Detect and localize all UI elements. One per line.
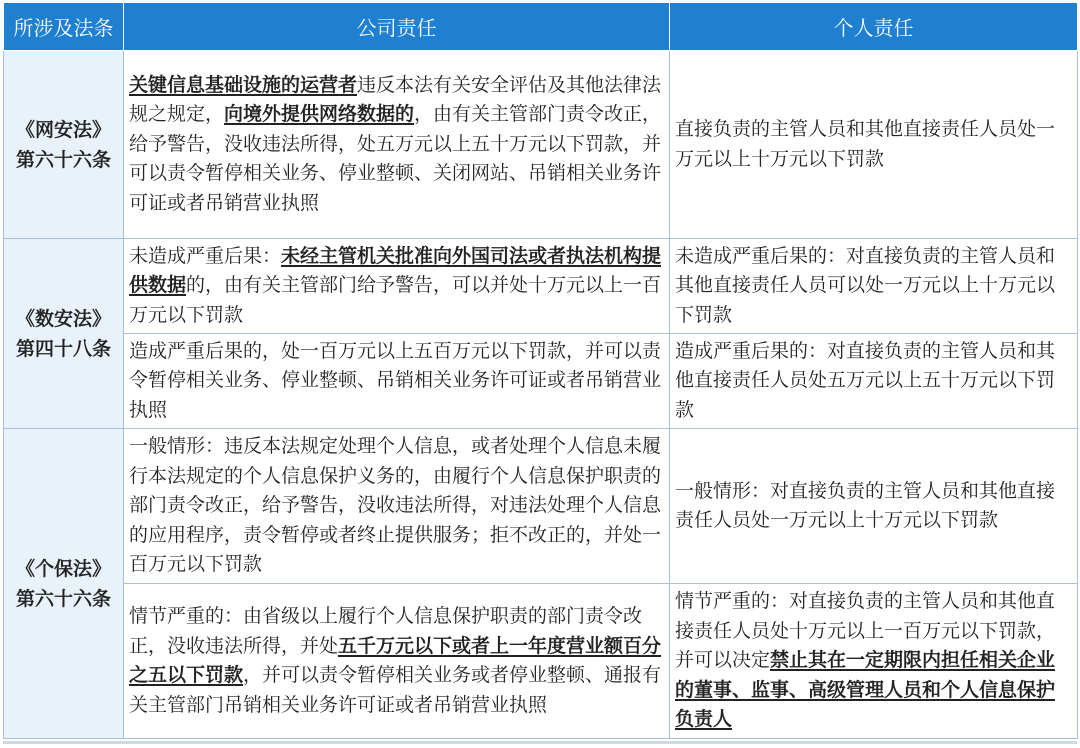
- body-text: ，由有关主管部门责令改正，给予警告，没收违法所得，处五万元以上五十万元以下罚款，并可以责令暂停相关业务、停业整顿、关闭网站、吊销相关业务许可证或者吊销营业执照: [129, 103, 662, 214]
- table-row: [4, 239, 1078, 334]
- bottom-divider: [3, 741, 1077, 744]
- header-law-column: 所涉及法条: [4, 3, 124, 51]
- company-liability-cell: [124, 51, 670, 239]
- body-text: 未造成严重后果：: [129, 244, 282, 267]
- company-liability-cell: [124, 584, 670, 739]
- individual-liability-cell: [670, 584, 1078, 739]
- law-name: 《数安法》: [15, 307, 111, 330]
- law-article: 第六十六条: [15, 148, 111, 171]
- law-cell-shuan: [4, 239, 124, 429]
- highlight-text: 关键信息基础设施的运营者: [129, 73, 358, 96]
- body-text: 的，由有关主管部门给予警告，可以并处十万元以上一百万元以下罚款: [129, 274, 662, 326]
- body-text: 情节严重的：对直接负责的主管人员和其他直接责任人员处十万元以上一百万元以下罚款，并可以决定: [675, 590, 1056, 672]
- table-row: [4, 584, 1078, 739]
- header-company-column: 公司责任: [124, 3, 670, 51]
- law-name: 《个保法》: [15, 557, 111, 580]
- law-name: 《网安法》: [15, 118, 111, 141]
- body-text: ，并可以责令暂停相关业务或者停业整顿、通报有关主管部门吊销相关业务许可证或者吊销营业执照: [129, 664, 662, 716]
- law-liability-table: [3, 2, 1078, 739]
- header-row: [4, 3, 1078, 51]
- law-cell-wangan: [4, 51, 124, 239]
- individual-liability-cell: 一般情形：对直接负责的主管人员和其他直接责任人员处一万元以上十万元以下罚款: [670, 429, 1078, 584]
- body-text: 违反本法有关安全评估及其他法律法规之规定，: [129, 73, 662, 126]
- law-article: 第六十六条: [15, 587, 111, 610]
- header-individual-column: 个人责任: [670, 3, 1078, 51]
- highlight-text: 五千万元以下或者上一年度营业额百分之五以下罚款: [129, 634, 662, 686]
- company-liability-cell: 造成严重后果的，处一百万元以上五百万元以下罚款，并可以责令暂停相关业务、停业整顿、吊销相关业务许可证或者吊销营业执照: [124, 334, 670, 429]
- highlight-text: 禁止其在一定期限内担任相关企业的董事、监事、高级管理人员和个人信息保护负责人: [675, 649, 1056, 731]
- highlight-text: 向境外提供网络数据的: [224, 103, 415, 126]
- table-row: [4, 334, 1078, 429]
- individual-liability-cell: 未造成严重后果的：对直接负责的主管人员和其他直接责任人员可以处一万元以上十万元以下罚款: [670, 239, 1078, 334]
- individual-liability-cell: 造成严重后果的：对直接负责的主管人员和其他直接责任人员处五万元以上五十万元以下罚款: [670, 334, 1078, 429]
- table-row: [4, 429, 1078, 584]
- company-liability-cell: [124, 239, 670, 334]
- body-text: 情节严重的：由省级以上履行个人信息保护职责的部门责令改正，没收违法所得，并处: [129, 605, 643, 657]
- company-liability-cell: 一般情形：违反本法规定处理个人信息，或者处理个人信息未履行本法规定的个人信息保护义务的，由履行个人信息保护职责的部门责令改正，给予警告，没收违法所得，对违法处理个人信息的应用程序，责令暂停或者终止提供服务；拒不改正的，并处一百万元以下罚款: [124, 429, 670, 584]
- table-row: [4, 51, 1078, 239]
- highlight-text: 未经主管机关批准向外国司法或者执法机构提供数据: [129, 244, 662, 297]
- individual-liability-cell: 直接负责的主管人员和其他直接责任人员处一万元以上十万元以下罚款: [670, 51, 1078, 239]
- law-cell-gebao: [4, 429, 124, 739]
- law-article: 第四十八条: [15, 337, 111, 360]
